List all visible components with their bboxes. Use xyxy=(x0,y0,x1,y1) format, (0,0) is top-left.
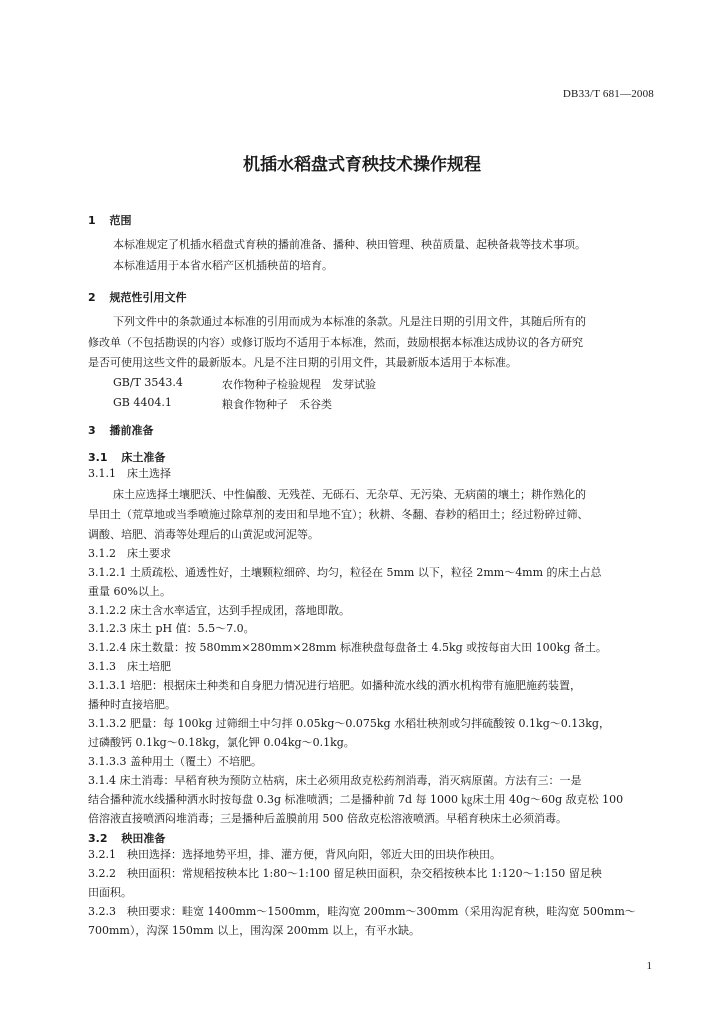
subsection-3-2-heading xyxy=(88,830,165,846)
document-title: 机插水稻盘式育秧技术操作规程 xyxy=(243,155,481,175)
subsection-title: 秧田准备 xyxy=(121,832,166,845)
paragraph: 本标准规定了机插水稻盘式育秧的播前准备、播种、秧田管理、秧苗质量、起秧备栽等技术事项。 xyxy=(113,238,586,251)
paragraph-line: 修改单（不包括勘误的内容）或修订版均不适用于本标准，然而，鼓励根据本标准达成协议的各方研究 xyxy=(88,336,583,349)
paragraph-line: 3.1.2.2 床土含水率适宜，达到手捏成团，落地即散。 xyxy=(88,604,350,617)
paragraph-line: 调酸、培肥、消毒等处理后的山黄泥或河泥等。 xyxy=(88,528,319,541)
page-number: 1 xyxy=(646,960,652,972)
paragraph-line: 田面积。 xyxy=(88,886,132,899)
clause-3-1-2-heading: 3.1.2 床土要求 xyxy=(88,547,171,560)
paragraph-line: 过磷酸钙 0.1kg～0.18kg，氯化钾 0.04kg～0.1kg。 xyxy=(88,736,355,749)
section-title: 播前准备 xyxy=(109,424,154,437)
paragraph-line: 床土应选择土壤肥沃、中性偏酸、无残茬、无砾石、无杂草、无污染、无病菌的壤土；耕作熟化的 xyxy=(113,488,586,501)
reference-code: GB 4404.1 xyxy=(113,396,172,409)
clause-3-1-3-heading: 3.1.3 床土培肥 xyxy=(88,660,171,673)
paragraph-line: 重量 60%以上。 xyxy=(88,585,171,598)
section-title: 范围 xyxy=(109,214,132,227)
paragraph-line: 旱田土（荒草地或当季喷施过除草剂的麦田和旱地不宜）；秋耕、冬翻、春耖的稻田土；经过粉碎过筛、 xyxy=(88,508,589,521)
subsection-number: 3.1 xyxy=(88,451,108,464)
paragraph-line: 是否可使用这些文件的最新版本。凡是不注日期的引用文件，其最新版本适用于本标准。 xyxy=(88,356,517,369)
clause-3-2-2: 3.2.2 秧田面积：常规稻按秧本比 1:80～1:100 留足秧田面积，杂交稻按秧本比 1:120～1:150 留足秧 xyxy=(88,867,602,880)
paragraph-line: 3.1.2.3 床土 pH 值：5.5～7.0。 xyxy=(88,622,255,635)
section-3-heading xyxy=(88,422,154,438)
paragraph-line: 倍溶液直接喷洒闷堆消毒；三是播种后盖膜前用 500 倍敌克松溶液喷洒。早稻育秧床土必须消毒。 xyxy=(88,812,567,825)
paragraph-line: 700mm），沟深 150mm 以上，围沟深 200mm 以上，有平水缺。 xyxy=(88,924,421,937)
section-number: 3 xyxy=(88,424,96,437)
subsection-number: 3.2 xyxy=(88,832,108,845)
reference-title: 粮食作物种子 禾谷类 xyxy=(222,398,332,411)
section-title: 规范性引用文件 xyxy=(109,291,187,304)
paragraph-line: 3.1.2.1 土质疏松、通透性好，土壤颗粒细碎、均匀，粒径在 5mm 以下，粒径 2mm～4mm 的床土占总 xyxy=(88,566,602,579)
clause-3-1-4: 3.1.4 床土消毒：早稻育秧为预防立枯病，床土必须用敌克松药剂消毒，消灭病原菌。方法有三：一是 xyxy=(88,774,582,787)
clause-3-2-3: 3.2.3 秧田要求：畦宽 1400mm～1500mm，畦沟宽 200mm～300mm（采用沟泥育秧，畦沟宽 500mm～ xyxy=(88,905,636,918)
section-1-heading xyxy=(88,212,132,228)
clause-3-1-1-heading: 3.1.1 床土选择 xyxy=(88,467,171,480)
section-2-heading xyxy=(88,289,187,305)
paragraph-line: 3.1.3.2 肥量：每 100kg 过筛细土中匀拌 0.05kg～0.075kg 水稻壮秧剂或匀拌硫酸铵 0.1kg～0.13kg， xyxy=(88,717,610,730)
section-number: 1 xyxy=(88,214,96,227)
subsection-3-1-heading xyxy=(88,449,165,465)
paragraph-line: 3.1.3.3 盖种用土（覆土）不培肥。 xyxy=(88,755,262,768)
reference-code: GB/T 3543.4 xyxy=(113,376,183,389)
paragraph-line: 播种时直接培肥。 xyxy=(88,698,176,711)
clause-3-2-1: 3.2.1 秧田选择：选择地势平坦，排、灌方便，背风向阳，邻近大田的田块作秧田。 xyxy=(88,848,501,861)
subsection-title: 床土准备 xyxy=(121,451,166,464)
paragraph-line: 下列文件中的条款通过本标准的引用而成为本标准的条款。凡是注日期的引用文件，其随后所有的 xyxy=(113,315,586,328)
section-number: 2 xyxy=(88,291,96,304)
reference-title: 农作物种子检验规程 发芽试验 xyxy=(222,378,376,391)
paragraph: 本标准适用于本省水稻产区机插秧苗的培育。 xyxy=(113,259,333,272)
paragraph-line: 3.1.2.4 床土数量：按 580mm×280mm×28mm 标准秧盘每盘备土 4.5kg 或按每亩大田 100kg 备土。 xyxy=(88,641,607,654)
paragraph-line: 3.1.3.1 培肥：根据床土种类和自身肥力情况进行培肥。如播种流水线的洒水机构带有施肥施药装置， xyxy=(88,679,581,692)
paragraph-line: 结合播种流水线播种洒水时按每盘 0.3g 标准喷洒；二是播种前 7d 每 1000 ㎏床土用 40g～60g 敌克松 100 xyxy=(88,793,624,806)
standard-code: DB33/T 681—2008 xyxy=(562,88,654,100)
